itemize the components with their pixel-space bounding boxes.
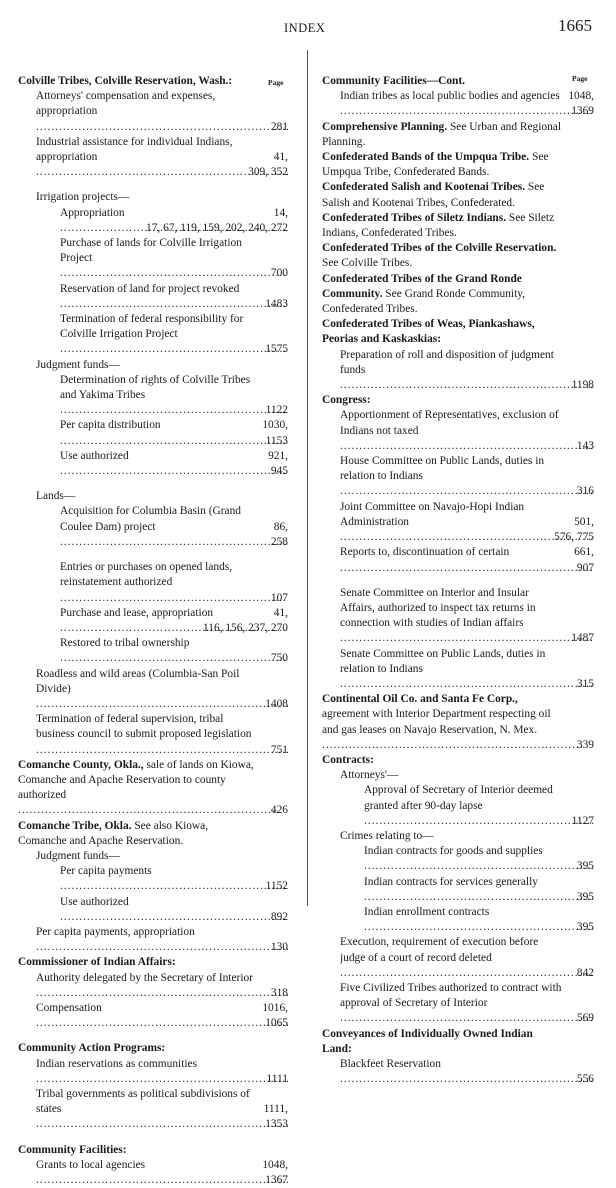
index-entry (340, 89, 594, 119)
entry-text: Confederated Bands of the Umpqua Tribe. See Umpqua Tribe, Confederated Bands. (322, 151, 549, 179)
entry-text: Termination of federal responsibility for Colville Irrigation Project ..... (60, 313, 288, 355)
entry-text: Authority delegated by the Secretary of Interior ..... (36, 972, 288, 999)
entry-text: Termination of federal supervision, tribal business council to submit proposed legislation ..... (36, 713, 288, 755)
page-ref: 1127 (571, 814, 594, 827)
entry-text: Comprehensive Planning. See Urban and Regional Planning. (322, 120, 561, 148)
index-entry (60, 282, 288, 312)
page-ref: 281 (270, 120, 288, 133)
entry-text: Tribal governments as political subdivisions of states ..... (36, 1088, 288, 1130)
entry-text: Purchase and lease, appropriation ..... (60, 607, 288, 634)
index-entry (60, 312, 288, 358)
index-entry (340, 768, 594, 783)
entry-spacer (18, 479, 288, 489)
page-ref: 569 (576, 1012, 594, 1025)
index-entry (340, 829, 594, 844)
entry-text: Contracts: (322, 753, 374, 766)
page-ref: 1487 (571, 632, 594, 645)
page-ref: 750 (270, 652, 288, 665)
entry-spacer (18, 1133, 288, 1143)
index-entry (322, 74, 594, 89)
entry-text: Reports to, discontinuation of certain ..... (340, 546, 594, 573)
entry-text: Indian reservations as communities ..... (36, 1058, 288, 1085)
entry-text: Comanche County, Okla., sale of lands on Kiowa, Comanche and Apache Reservation to county authorized ..... (18, 759, 280, 817)
index-entry (340, 545, 594, 575)
page-ref: 1483 (265, 297, 288, 310)
index-entry (36, 925, 288, 955)
index-entry (60, 449, 288, 479)
entry-text: Purchase of lands for Colville Irrigation Project ..... (60, 237, 288, 279)
entry-text: Congress: (322, 394, 371, 407)
index-entry (36, 667, 288, 713)
index-entry (322, 692, 594, 753)
page-ref: 316 (576, 485, 594, 498)
entry-text: Use authorized ..... (60, 896, 288, 923)
page-ref: 1152 (265, 880, 288, 893)
entry-text: Confederated Tribes of Weas, Piankashaws, Peorias and Kaskaskias: (322, 318, 535, 346)
index-entry (322, 241, 594, 271)
entry-text: Judgment funds— (36, 358, 120, 371)
entry-text: Community Facilities—Cont. (322, 75, 466, 87)
entry-text: Preparation of roll and disposition of judgment funds ..... (340, 349, 594, 391)
index-entry (36, 1001, 288, 1031)
index-entry (60, 236, 288, 282)
index-entry (36, 190, 288, 205)
index-entry (340, 348, 594, 394)
entry-text: Per capita payments, appropriation ..... (36, 926, 288, 953)
index-entry (18, 758, 288, 819)
index-entry (364, 905, 594, 935)
index-entry (36, 135, 288, 181)
page-ref: 921, 945 (268, 449, 288, 478)
page-ref: 700 (270, 267, 288, 280)
page-ref: 86, 258 (270, 520, 288, 548)
page-ref: 661, 907 (574, 546, 594, 574)
entry-text: Industrial assistance for individual Indians, appropriation ..... (36, 136, 288, 178)
entry-text: Crimes relating to— (340, 829, 434, 842)
column-divider (307, 50, 308, 906)
entry-text: Approval of Secretary of Interior deemed granted after 90-day lapse ..... (364, 784, 594, 826)
entry-text: Roadless and wild areas (Columbia-San Poil Divide) ..... (36, 668, 288, 710)
entry-spacer (18, 550, 288, 560)
index-entry (322, 211, 594, 241)
entry-text: Use authorized ..... (60, 450, 288, 477)
index-entry (36, 712, 288, 758)
entry-text: Commissioner of Indian Affairs: (18, 956, 176, 969)
entry-text: Reservation of land for project revoked ..... (60, 283, 288, 310)
index-entry (18, 819, 288, 849)
index-column-right (322, 74, 594, 1087)
index-entry (36, 358, 288, 373)
index-entry (60, 606, 288, 636)
left-column-page-label: Page (268, 78, 284, 87)
page-ref: 1111, 1353 (263, 1103, 288, 1131)
index-entry (60, 373, 288, 419)
entry-text: Continental Oil Co. and Santa Fe Corp., agreement with Interior Department respecting oil and gas leases on Navajo Reservation, N. Mex. ..... (322, 693, 584, 751)
page-ref: 556 (576, 1073, 594, 1086)
page-ref: 395 (576, 890, 594, 903)
index-entry (340, 500, 594, 546)
entry-text: Acquisition for Columbia Basin (Grand Coulee Dam) project ..... (60, 505, 288, 547)
entry-text: Five Civilized Tribes authorized to contract with approval of Secretary of Interior ..... (340, 982, 594, 1024)
page-ref: 143 (576, 439, 594, 452)
index-entry (60, 895, 288, 925)
index-entry (60, 504, 288, 550)
page-ref: 339 (576, 738, 594, 751)
index-entry (340, 586, 594, 647)
entry-text: Joint Committee on Navajo-Hopi Indian Administration ..... (340, 501, 594, 543)
index-entry (36, 1057, 288, 1087)
entry-text: Per capita payments ..... (60, 865, 288, 892)
index-entry (322, 120, 594, 150)
index-entry (340, 408, 594, 454)
page-ref: 1030, 1153 (262, 419, 288, 447)
entry-text: Confederated Tribes of the Grand Ronde Community. See Grand Ronde Community, Confederated Tribes. (322, 272, 526, 316)
page-ref: 41, 116, 156, 237, 270 (202, 606, 288, 634)
entry-text: Compensation ..... (36, 1002, 288, 1029)
entry-text: Senate Committee on Public Lands, duties in relation to Indians ..... (340, 648, 594, 690)
index-entry (364, 844, 594, 874)
page-ref: 751 (270, 743, 288, 756)
entry-text: Grants to local agencies ..... (36, 1159, 288, 1186)
index-entry (60, 206, 288, 236)
page-ref: 426 (270, 804, 288, 817)
page-ref: 1111 (266, 1072, 288, 1085)
entry-text: Indian contracts for services generally ..... (364, 876, 594, 903)
page-ref: 130 (270, 941, 288, 954)
entry-text: Confederated Tribes of the Colville Reservation. See Colville Tribes. (322, 242, 557, 270)
entry-text: Community Facilities: (18, 1143, 127, 1156)
entry-text: Indian contracts for goods and supplies ..... (364, 845, 594, 872)
page-ref: 501, 576, 775 (554, 515, 594, 544)
index-entry (36, 849, 288, 864)
entry-text: Comanche Tribe, Okla. See also Kiowa, Comanche and Apache Reservation. (18, 819, 209, 847)
entry-text: Per capita distribution ..... (60, 419, 288, 446)
index-entry (364, 875, 594, 905)
entry-text: Lands— (36, 490, 76, 503)
index-entry (340, 981, 594, 1027)
index-entry (36, 971, 288, 1001)
entry-text: Determination of rights of Colville Tribes and Yakima Tribes ..... (60, 374, 288, 416)
page-ref: 1048, 1369 (568, 90, 594, 118)
entry-text: Indian enrollment contracts ..... (364, 906, 594, 933)
index-entry (322, 150, 594, 180)
entry-text: Conveyances of Individually Owned Indian Land: (322, 1027, 533, 1055)
page-ref: 1198 (571, 379, 594, 392)
page-header (0, 16, 616, 40)
page-ref: 395 (576, 921, 594, 934)
index-column-left (18, 74, 288, 1188)
entry-text: Execution, requirement of execution before judge of a court of record deleted ..... (340, 936, 594, 978)
index-entry (18, 955, 288, 970)
index-entry (322, 317, 594, 347)
index-entry (322, 272, 594, 318)
page-ref: 395 (576, 860, 594, 873)
index-entry (36, 1087, 288, 1133)
entry-text: Judgment funds— (36, 849, 120, 862)
index-entry (36, 489, 288, 504)
index-entry (60, 560, 288, 606)
entry-text: Senate Committee on Interior and Insular Affairs, authorized to inspect tax returns in connection with studies of Indian affairs ..... (340, 587, 594, 645)
entry-text: Colville Tribes, Colville Reservation, Wash.: (18, 75, 233, 87)
page-ref: 1575 (265, 343, 288, 356)
index-entry (340, 1057, 594, 1087)
page-ref: 318 (270, 986, 288, 999)
index-entry (60, 864, 288, 894)
index-entry (60, 636, 288, 666)
right-column-page-label: Page (572, 74, 588, 83)
page-number: 1665 (558, 16, 592, 35)
page-ref: 1122 (265, 404, 288, 417)
index-entry (322, 753, 594, 768)
entry-spacer (18, 1031, 288, 1041)
running-title: INDEX (284, 21, 326, 35)
entry-text: Irrigation projects— (36, 191, 130, 204)
index-entry (340, 935, 594, 981)
index-entry (36, 89, 288, 135)
entry-text: Entries or purchases on opened lands, reinstatement authorized ..... (60, 561, 288, 603)
entry-text: Blackfeet Reservation ..... (340, 1058, 594, 1085)
index-entry (36, 1158, 288, 1188)
page-ref: 14, 17, 67, 119, 159, 202, 240, 272 (146, 206, 288, 234)
entry-spacer (322, 576, 594, 586)
index-entry (18, 1143, 288, 1158)
index-entry (60, 418, 288, 448)
entry-text: Attorneys' compensation and expenses, appropriation ..... (36, 90, 288, 132)
entry-text: Confederated Tribes of Siletz Indians. See Siletz Indians, Confederated Tribes. (322, 211, 555, 240)
entry-text: Restored to tribal ownership ..... (60, 637, 288, 664)
entry-text: Attorneys'— (340, 769, 399, 782)
entry-text: House Committee on Public Lands, duties in relation to Indians ..... (340, 455, 594, 497)
entry-text: Confederated Salish and Kootenai Tribes. See Salish and Kootenai Tribes, Confederated. (322, 181, 545, 209)
index-entry (322, 180, 594, 210)
page-ref: 1048, 1367 (262, 1158, 288, 1187)
entry-text: Indian tribes as local public bodies and agencies ..... (340, 90, 594, 117)
page-ref: 892 (270, 910, 288, 923)
entry-text: Community Action Programs: (18, 1042, 166, 1055)
page-ref: 1408 (265, 697, 288, 710)
page-ref: 41, 309, 352 (248, 151, 288, 179)
index-entry (340, 647, 594, 693)
index-entry (18, 74, 288, 89)
page-ref: 107 (270, 591, 288, 604)
page-ref: 842 (576, 966, 594, 979)
index-entry (322, 393, 594, 408)
entry-text: Appropriation ..... (60, 207, 288, 234)
page-ref: 1016, 1065 (262, 1001, 288, 1030)
page-ref: 315 (576, 677, 594, 690)
index-entry (340, 454, 594, 500)
index-entry (322, 1027, 594, 1057)
index-entry (18, 1041, 288, 1056)
index-entry (364, 783, 594, 829)
entry-spacer (18, 180, 288, 190)
entry-text: Apportionment of Representatives, exclusion of Indians not taxed ..... (340, 409, 594, 451)
